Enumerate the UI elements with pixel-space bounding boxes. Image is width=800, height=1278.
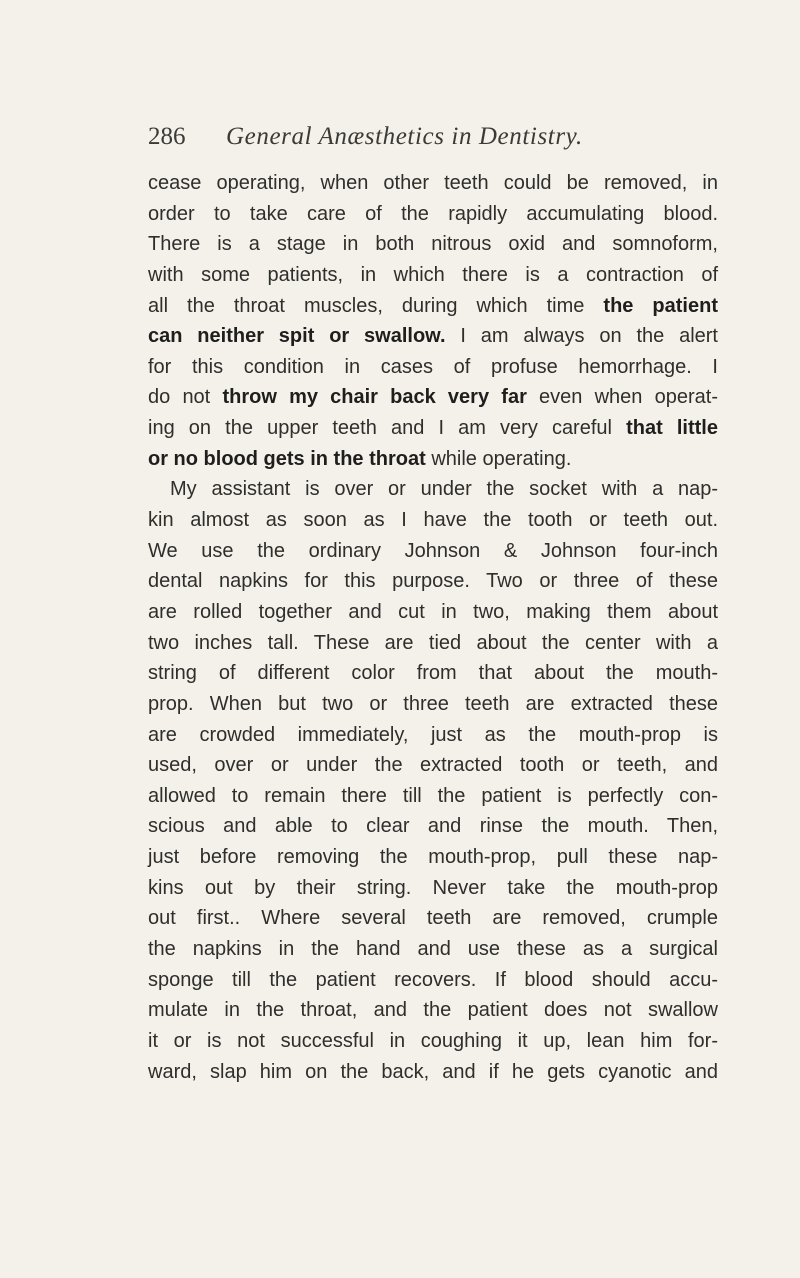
page-header bbox=[148, 122, 708, 152]
text-line: with some patients, in which there is a contraction of bbox=[148, 263, 718, 286]
text-line: out first.. Where several teeth are removed, crumple bbox=[148, 907, 718, 930]
text-line: all the throat muscles, during which time the patient bbox=[148, 294, 718, 317]
text-line: My assistant is over or under the socket with a nap- bbox=[170, 478, 718, 501]
page-number: 286 bbox=[148, 123, 186, 150]
text-line: do not throw my chair back very far even when operat- bbox=[148, 386, 718, 409]
text-line: ing on the upper teeth and I am very careful that little bbox=[148, 417, 718, 440]
text-line: order to take care of the rapidly accumulating blood. bbox=[148, 202, 718, 225]
text-line: cease operating, when other teeth could be removed, in bbox=[148, 172, 718, 194]
text-line: just before removing the mouth-prop, pull these nap- bbox=[148, 846, 718, 869]
text-line: used, over or under the extracted tooth or teeth, and bbox=[148, 754, 718, 777]
text-line: sponge till the patient recovers. If blood should accu- bbox=[148, 968, 718, 991]
text-line: string of different color from that about the mouth- bbox=[148, 662, 718, 685]
text-line: kins out by their string. Never take the mouth-prop bbox=[148, 876, 718, 899]
text-line: allowed to remain there till the patient is perfectly con- bbox=[148, 784, 718, 807]
text-line: We use the ordinary Johnson & Johnson four-inch bbox=[148, 539, 718, 562]
text-line: are rolled together and cut in two, making them about bbox=[148, 600, 718, 623]
text-line: scious and able to clear and rinse the mouth. Then, bbox=[148, 815, 718, 838]
text-line: the napkins in the hand and use these as a surgical bbox=[148, 938, 718, 961]
text-line: two inches tall. These are tied about the center with a bbox=[148, 631, 718, 654]
body-text bbox=[148, 168, 718, 1087]
text-line: can neither spit or swallow. I am always on the alert bbox=[148, 325, 718, 348]
text-line: or no blood gets in the throat while operating. bbox=[148, 447, 572, 470]
text-line: mulate in the throat, and the patient does not swallow bbox=[148, 999, 718, 1022]
text-line: ward, slap him on the back, and if he gets cyanotic and bbox=[148, 1060, 718, 1083]
text-line: There is a stage in both nitrous oxid and somnoform, bbox=[148, 233, 718, 256]
text-line: kin almost as soon as I have the tooth or teeth out. bbox=[148, 509, 718, 532]
text-line: it or is not successful in coughing it up, lean him for- bbox=[148, 1029, 718, 1052]
text-line: prop. When but two or three teeth are extracted these bbox=[148, 692, 718, 715]
text-line: for this condition in cases of profuse hemorrhage. I bbox=[148, 355, 718, 378]
text-line: dental napkins for this purpose. Two or three of these bbox=[148, 570, 718, 593]
text-line: are crowded immediately, just as the mouth-prop is bbox=[148, 723, 718, 746]
running-title: General Anæsthetics in Dentistry. bbox=[226, 123, 583, 150]
